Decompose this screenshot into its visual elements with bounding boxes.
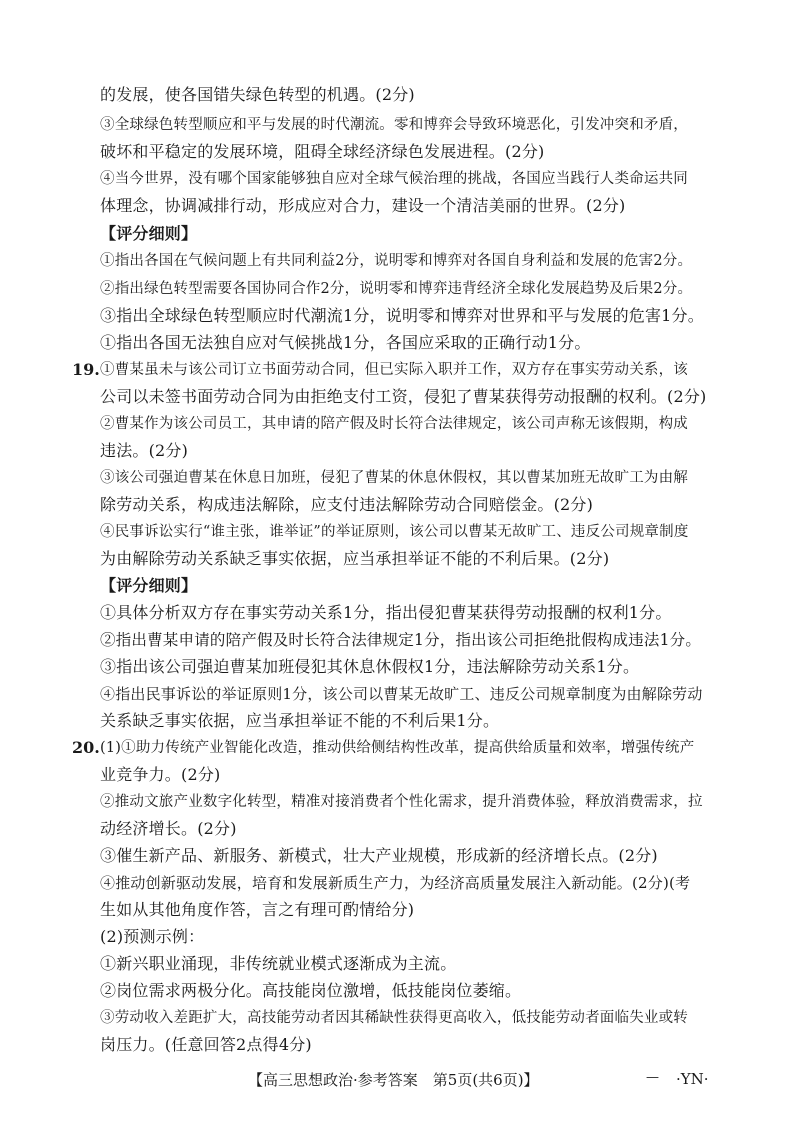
text-line: ③催生新产品、新服务、新模式，壮大产业规模，形成新的经济增长点。(2分) (100, 846, 658, 865)
text-line: 动经济增长。(2分) (100, 819, 237, 838)
text-line: 关系缺乏事实依据，应当承担举证不能的不利后果1分。 (100, 711, 500, 730)
text-line: 公司以未签书面劳动合同为由拒绝支付工资，侵犯了曹某获得劳动报酬的权利。(2分) (100, 387, 707, 406)
text-line: ③全球绿色转型顺应和平与发展的时代潮流。零和博弈会导致环境恶化，引发冲突和矛盾， (100, 117, 688, 133)
text-line: ②指出绿色转型需要各国协同合作2分，说明零和博弈违背经济全球化发展趋势及后果2分。 (100, 281, 693, 297)
text-line: ④当今世界，没有哪个国家能够独自应对全球气候治理的挑战，各国应当践行人类命运共同 (100, 171, 688, 187)
text-line: ③该公司强迫曹某在休息日加班，侵犯了曹某的休息休假权，其以曹某加班无故旷工为由解 (100, 470, 688, 486)
footer-region-code: ·YN· (676, 1070, 709, 1088)
text-line: 违法。(2分) (100, 441, 189, 460)
text-line: 除劳动关系，构成违法解除，应支付违法解除劳动合同赔偿金。(2分) (100, 495, 594, 514)
text-line: 破坏和平稳定的发展环境，阻碍全球经济绿色发展进程。(2分) (100, 142, 545, 161)
text-line: ③指出该公司强迫曹某加班侵犯其休息休假权1分，违法解除劳动关系1分。 (100, 657, 640, 676)
text-line: ③劳动收入差距扩大，高技能劳动者因其稀缺性获得更高收入，低技能劳动者面临失业或转 (100, 1010, 688, 1026)
scoring-rules-heading: 【评分细则】 (100, 224, 198, 243)
text-line: ①指出各国无法独自应对气候挑战1分，各国应采取的正确行动1分。 (100, 333, 591, 352)
text-line: ④民事诉讼实行“谁主张，谁举证”的举证原则，该公司以曹某无故旷工、违反公司规章制度 (100, 524, 689, 540)
text-line: ①曹某虽未与该公司订立书面劳动合同，但已实际入职并工作，双方存在事实劳动关系，该 (100, 362, 688, 378)
text-line: ①具体分析双方存在事实劳动关系1分，指出侵犯曹某获得劳动报酬的权利1分。 (100, 603, 672, 622)
text-line: 体理念，协调减排行动，形成应对合力，建设一个清洁美丽的世界。(2分) (100, 196, 626, 215)
text-line: ①新兴职业涌现，非传统就业模式逐渐成为主流。 (100, 954, 457, 973)
question-number-19: 19. (72, 360, 100, 379)
text-line: ①指出各国在气候问题上有共同利益2分，说明零和博弈对各国自身利益和发展的危害2分。 (100, 253, 693, 269)
text-line: 的发展，使各国错失绿色转型的机遇。(2分) (100, 85, 415, 104)
text-line: 为由解除劳动关系缺乏事实依据，应当承担举证不能的不利后果。(2分) (100, 549, 610, 568)
text-line: (1)①助力传统产业智能化改造，推动供给侧结构性改革，提高供给质量和效率，增强传统产 (100, 740, 695, 756)
question-number-20: 20. (72, 738, 100, 757)
scoring-rules-heading: 【评分细则】 (100, 576, 198, 595)
text-line: ③指出全球绿色转型顺应时代潮流1分，说明零和博弈对世界和平与发展的危害1分。 (100, 306, 704, 325)
text-line: ④推动创新驱动发展，培育和发展新质生产力，为经济高质量发展注入新动能。(2分)(考 (100, 874, 691, 892)
text-line: ②指出曹某申请的陪产假及时长符合法律规定1分，指出该公司拒绝批假构成违法1分。 (100, 631, 702, 649)
text-line: ②曹某作为该公司员工，其申请的陪产假及时长符合法律规定，该公司声称无该假期，构成 (100, 416, 688, 432)
text-line: (2)预测示例： (100, 927, 205, 946)
text-line: 业竞争力。(2分) (100, 765, 221, 784)
footer-mark: — (646, 1070, 659, 1085)
text-line: 岗压力。(任意回答2点得4分) (100, 1035, 312, 1054)
text-line: ②岗位需求两极分化。高技能岗位激增，低技能岗位萎缩。 (100, 981, 522, 1000)
text-line: ④指出民事诉讼的举证原则1分，该公司以曹某无故旷工、违反公司规章制度为由解除劳动 (100, 685, 703, 703)
page-footer: 【高三思想政治·参考答案 第5页(共6页)】 (248, 1071, 539, 1089)
text-line: 生如从其他角度作答，言之有理可酌情给分) (100, 900, 415, 919)
text-line: ②推动文旅产业数字化转型，精准对接消费者个性化需求，提升消费体验，释放消费需求，拉 (100, 794, 703, 810)
